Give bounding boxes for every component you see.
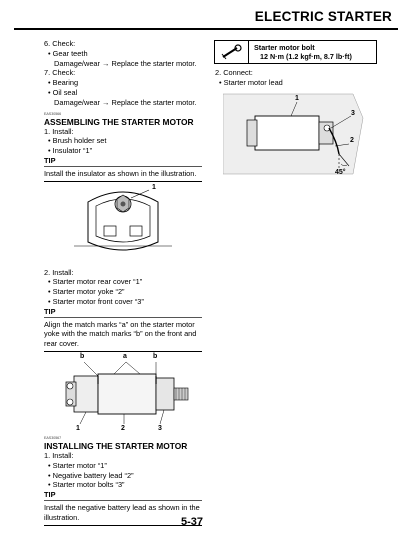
tip-end-rule-3 [44, 525, 202, 526]
connect-step: 2. Connect: [215, 68, 253, 77]
tip-label: TIP [44, 155, 56, 165]
torque-spec-name: Starter motor bolt [254, 43, 315, 52]
check6-bullet: • Gear teeth [48, 48, 88, 58]
fig2-callout-3: 3 [158, 424, 162, 432]
starter-motor-drawing [44, 354, 202, 434]
tip-label-2: TIP [44, 306, 56, 316]
check7-action: Damage/wear → Replace the starter motor. [54, 97, 197, 107]
fig3-angle-label: 45° [335, 168, 346, 176]
right-column [215, 68, 377, 178]
starter-motor-assembly-illustration [44, 354, 202, 434]
torque-wrench-icon [215, 41, 249, 63]
tip-text-2: Align the match marks “a” on the starter motor yoke with the match marks “b” on the front and rear cover. [44, 319, 197, 349]
check6-action: Damage/wear → Replace the starter motor. [54, 58, 197, 68]
check7-label: 7. Check: [44, 68, 76, 78]
installing-heading: INSTALLING THE STARTER MOTOR [44, 440, 188, 451]
fig2-callout-1: 1 [76, 424, 80, 432]
installing-bullet-motor: • Starter motor “1” [48, 460, 107, 470]
install2-step: 2. Install: [44, 267, 74, 277]
page-header-title: ELECTRIC STARTER [254, 9, 392, 24]
fig2-callout-2: 2 [121, 424, 125, 432]
install2-bullet-yoke: • Starter motor yoke “2” [48, 287, 125, 297]
fig2-callout-b-left: b [80, 352, 85, 360]
torque-spec-text [249, 41, 357, 63]
page-number: 5-37 [181, 516, 204, 528]
tip-rule-3 [44, 500, 202, 501]
installing-step: 1. Install: [44, 450, 74, 460]
assembling-bullet-brush: • Brush holder set [48, 136, 107, 146]
tip-rule [44, 166, 202, 167]
install2-bullet-front-cover: • Starter motor front cover “3” [48, 296, 144, 306]
torque-spec-box [214, 40, 377, 64]
section-code: EAS30566 [44, 111, 62, 116]
fig2-callout-b-right: b [153, 352, 158, 360]
fig2-callout-a: a [123, 352, 127, 360]
tip-text: Install the insulator as shown in the illustration. [44, 168, 197, 178]
insulator-drawing [44, 184, 202, 268]
header-rule [14, 28, 398, 30]
tip-end-rule [44, 181, 202, 182]
tip-text-3: Install the negative battery lead as shown in the illustration. [44, 502, 200, 522]
install2-bullet-rear-cover: • Starter motor rear cover “1” [48, 277, 143, 287]
assembling-step: 1. Install: [44, 126, 74, 136]
installing-bullet-bolts: • Starter motor bolts “3” [48, 480, 125, 490]
fig1-callout-1: 1 [152, 183, 156, 191]
fig3-callout-2: 2 [350, 136, 354, 144]
tip-label-3: TIP [44, 490, 56, 500]
section-code-2: EAS30567 [44, 435, 62, 440]
fig3-callout-3: 3 [351, 109, 355, 117]
assembling-heading: ASSEMBLING THE STARTER MOTOR [44, 116, 194, 127]
starter-motor-lead-illustration [223, 88, 373, 178]
fig3-callout-1: 1 [295, 94, 299, 102]
torque-spec-value: 12 N·m (1.2 kgf·m, 8.7 lb·ft) [260, 52, 352, 61]
check7-bullet-bearing: • Bearing [48, 78, 79, 88]
connect-bullet-lead: • Starter motor lead [219, 77, 283, 87]
left-column [44, 39, 202, 528]
installing-bullet-battery-lead: • Negative battery lead “2” [48, 470, 134, 480]
check6-label: 6. Check: [44, 39, 76, 48]
insulator-illustration [44, 184, 202, 268]
check7-bullet-oil-seal: • Oil seal [48, 87, 78, 97]
assembling-bullet-insulator: • Insulator “1” [48, 146, 93, 156]
tip-rule-2 [44, 317, 202, 318]
